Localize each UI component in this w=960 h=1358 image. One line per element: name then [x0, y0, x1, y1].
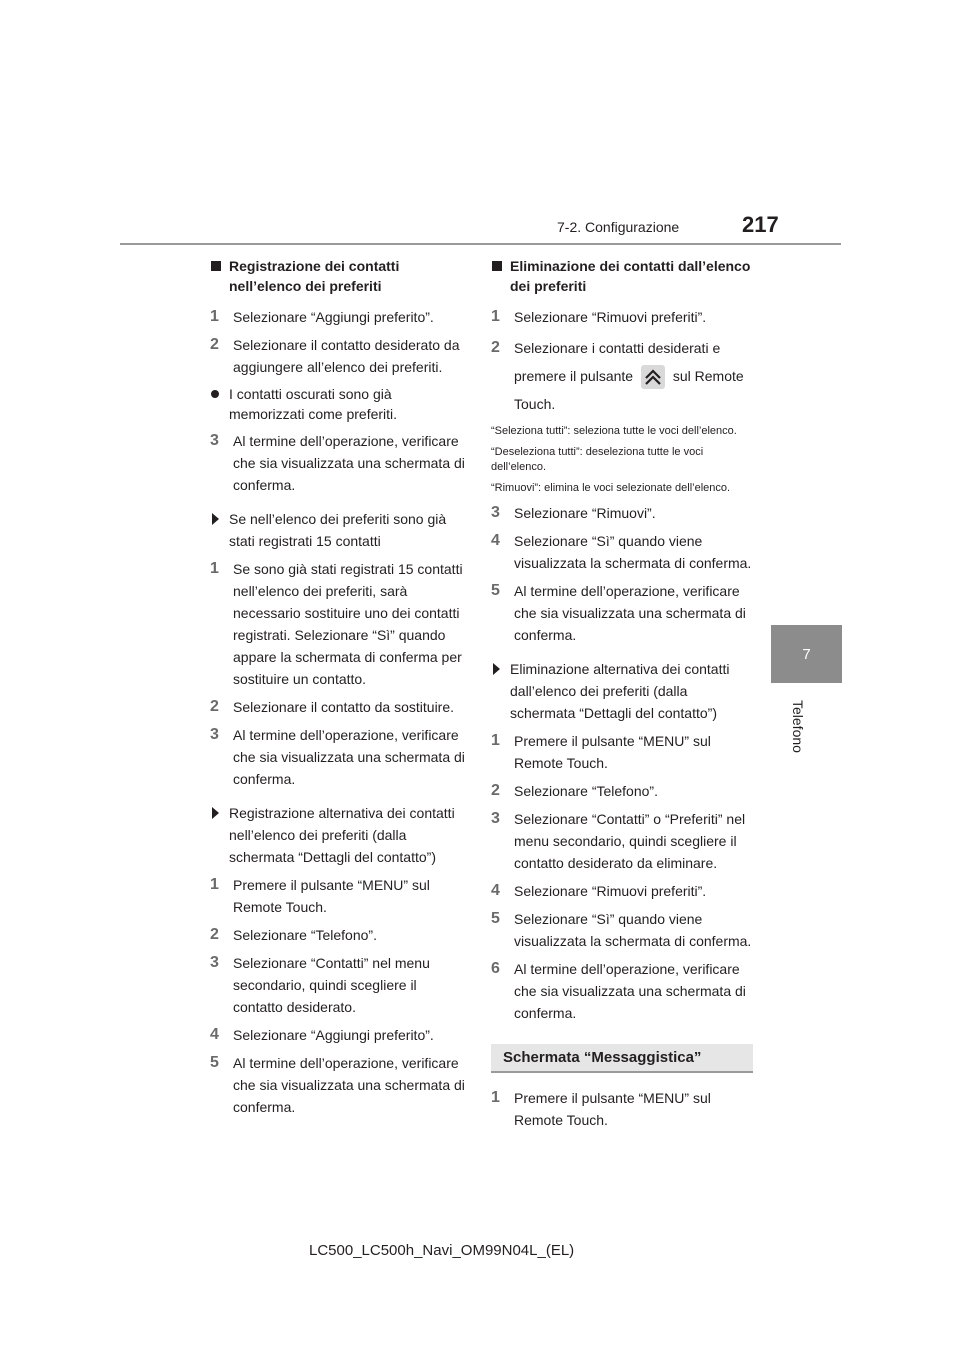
triangle-bullet-icon [493, 663, 500, 675]
step-number: 5 [491, 910, 500, 927]
step-number: 6 [491, 960, 500, 977]
step-text: Premere il pulsante “MENU” sul Remote Touch. [514, 1090, 711, 1128]
step-text: Selezionare il contatto da sostituire. [233, 699, 455, 715]
note: “Deseleziona tutti”: deseleziona tutte le voci dell’elenco. [491, 446, 704, 473]
step [210, 306, 470, 328]
step [491, 502, 753, 524]
step [491, 780, 753, 802]
step-number: 2 [210, 336, 219, 353]
step-number: 2 [491, 339, 500, 356]
step-number: 5 [491, 582, 500, 599]
sub-subheading-text: Eliminazione alternativa dei contatti dall’elenco dei preferiti (dalla schermata “Dettagli del contatto”) [510, 661, 730, 721]
step [210, 334, 470, 378]
step [491, 808, 753, 874]
step [491, 880, 753, 902]
step [491, 958, 753, 1024]
step-text: Selezionare “Telefono”. [233, 927, 377, 943]
bullet-text: I contatti oscurati sono già memorizzati come preferiti. [229, 386, 398, 422]
step-text: Se sono già stati registrati 15 contatti nell’elenco dei preferiti, sarà necessario sostituire uno dei contatti registrati. Selezionare “Sì” quando appare la schermata di conferma per sostituire un contatto. [233, 561, 463, 687]
step-text: Premere il pulsante “MENU” sul Remote Touch. [514, 733, 711, 771]
triangle-bullet-icon [212, 513, 219, 525]
square-bullet-icon [492, 261, 502, 271]
subheading-text: Registrazione dei contatti nell’elenco dei preferiti [229, 258, 400, 294]
step-text: Selezionare “Contatti” o “Preferiti” nel menu secondario, quindi scegliere il contatto desiderato da eliminare. [514, 811, 746, 871]
step-text: Premere il pulsante “MENU” sul Remote Touch. [233, 877, 430, 915]
step-number: 3 [210, 954, 219, 971]
step-number: 2 [210, 698, 219, 715]
page-number: 217 [742, 212, 779, 237]
step [210, 696, 470, 718]
step [210, 924, 470, 946]
step [491, 730, 753, 774]
step-text: Selezionare “Sì” quando viene visualizzata la schermata di conferma. [514, 911, 752, 949]
step-number: 3 [491, 504, 500, 521]
sub-subheading-text: Registrazione alternativa dei contatti nell’elenco dei preferiti (dalla schermata “Dettagli del contatto”) [229, 805, 455, 865]
bullet-item [210, 384, 470, 424]
step-text: Al termine dell’operazione, verificare che sia visualizzata una schermata di conferma. [233, 1055, 465, 1115]
step-number: 3 [210, 432, 219, 449]
step-number: 5 [210, 1054, 219, 1071]
step [210, 430, 470, 496]
step-text: Al termine dell’operazione, verificare che sia visualizzata una schermata di conferma. [233, 433, 465, 493]
step-number: 1 [491, 308, 500, 325]
step [491, 530, 753, 574]
footer-document-code: LC500_LC500h_Navi_OM99N04L_(EL) [309, 1242, 575, 1259]
up-arrows-button-icon [641, 365, 665, 389]
step-text: Selezionare “Contatti” nel menu secondario, quindi scegliere il contatto desiderato. [233, 955, 430, 1015]
step [491, 580, 753, 646]
sub-subheading [491, 658, 753, 724]
step-text: Selezionare “Sì” quando viene visualizzata la schermata di conferma. [514, 533, 752, 571]
step [491, 306, 753, 328]
step-number: 2 [210, 926, 219, 943]
note: “Rimuovi”: elimina le voci selezionate dell’elenco. [491, 482, 731, 494]
step-number: 1 [210, 876, 219, 893]
step-text: Selezionare i contatti desiderati e premere il pulsante [514, 340, 721, 384]
step-number: 4 [491, 532, 500, 549]
step [491, 334, 753, 418]
step [210, 874, 470, 918]
step-text: Selezionare “Aggiungi preferito”. [233, 309, 434, 325]
step-number: 1 [210, 560, 219, 577]
subheading-text: Eliminazione dei contatti dall’elenco dei preferiti [510, 258, 751, 294]
square-bullet-icon [211, 261, 221, 271]
step-text: Selezionare “Rimuovi”. [514, 505, 656, 521]
triangle-bullet-icon [212, 807, 219, 819]
step [491, 908, 753, 952]
step-text: Selezionare il contatto desiderato da aggiungere all’elenco dei preferiti. [233, 337, 460, 375]
step-number: 1 [491, 1089, 500, 1106]
step-text: Selezionare “Telefono”. [514, 783, 658, 799]
subheading [491, 256, 753, 296]
step-number: 3 [491, 810, 500, 827]
step-number: 4 [491, 882, 500, 899]
subheading [210, 256, 470, 296]
step-number: 3 [210, 726, 219, 743]
step-text: Al termine dell’operazione, verificare che sia visualizzata una schermata di conferma. [514, 583, 746, 643]
chapter-number: 7 [802, 645, 811, 663]
step-text: sul Remote Touch. [514, 368, 744, 412]
header-section-title: 7-2. Configurazione [557, 219, 680, 235]
step [210, 724, 470, 790]
step-text: Selezionare “Rimuovi preferiti”. [514, 883, 707, 899]
step [210, 952, 470, 1018]
chapter-tab [771, 625, 842, 683]
step-number: 2 [491, 782, 500, 799]
step [491, 1087, 753, 1131]
chapter-title: Telefono [790, 700, 806, 753]
step [210, 1024, 470, 1046]
step [210, 558, 470, 690]
left-column [210, 256, 470, 1124]
step-number: 1 [491, 732, 500, 749]
section-heading-box: Schermata “Messaggistica” [491, 1044, 753, 1073]
sub-subheading [210, 508, 470, 552]
step-text: Selezionare “Aggiungi preferito”. [233, 1027, 434, 1043]
step-text: Al termine dell’operazione, verificare che sia visualizzata una schermata di conferma. [233, 727, 465, 787]
header-rule [120, 243, 841, 245]
note: “Seleziona tutti”: seleziona tutte le voci dell’elenco. [491, 425, 737, 437]
step [210, 1052, 470, 1118]
step-text: Al termine dell’operazione, verificare che sia visualizzata una schermata di conferma. [514, 961, 746, 1021]
bullet-dot-icon [211, 390, 219, 398]
sub-subheading [210, 802, 470, 868]
step-number: 4 [210, 1026, 219, 1043]
step-number: 1 [210, 308, 219, 325]
sub-subheading-text: Se nell’elenco dei preferiti sono già stati registrati 15 contatti [229, 511, 447, 549]
right-column [491, 256, 753, 1137]
step-text: Selezionare “Rimuovi preferiti”. [514, 309, 707, 325]
